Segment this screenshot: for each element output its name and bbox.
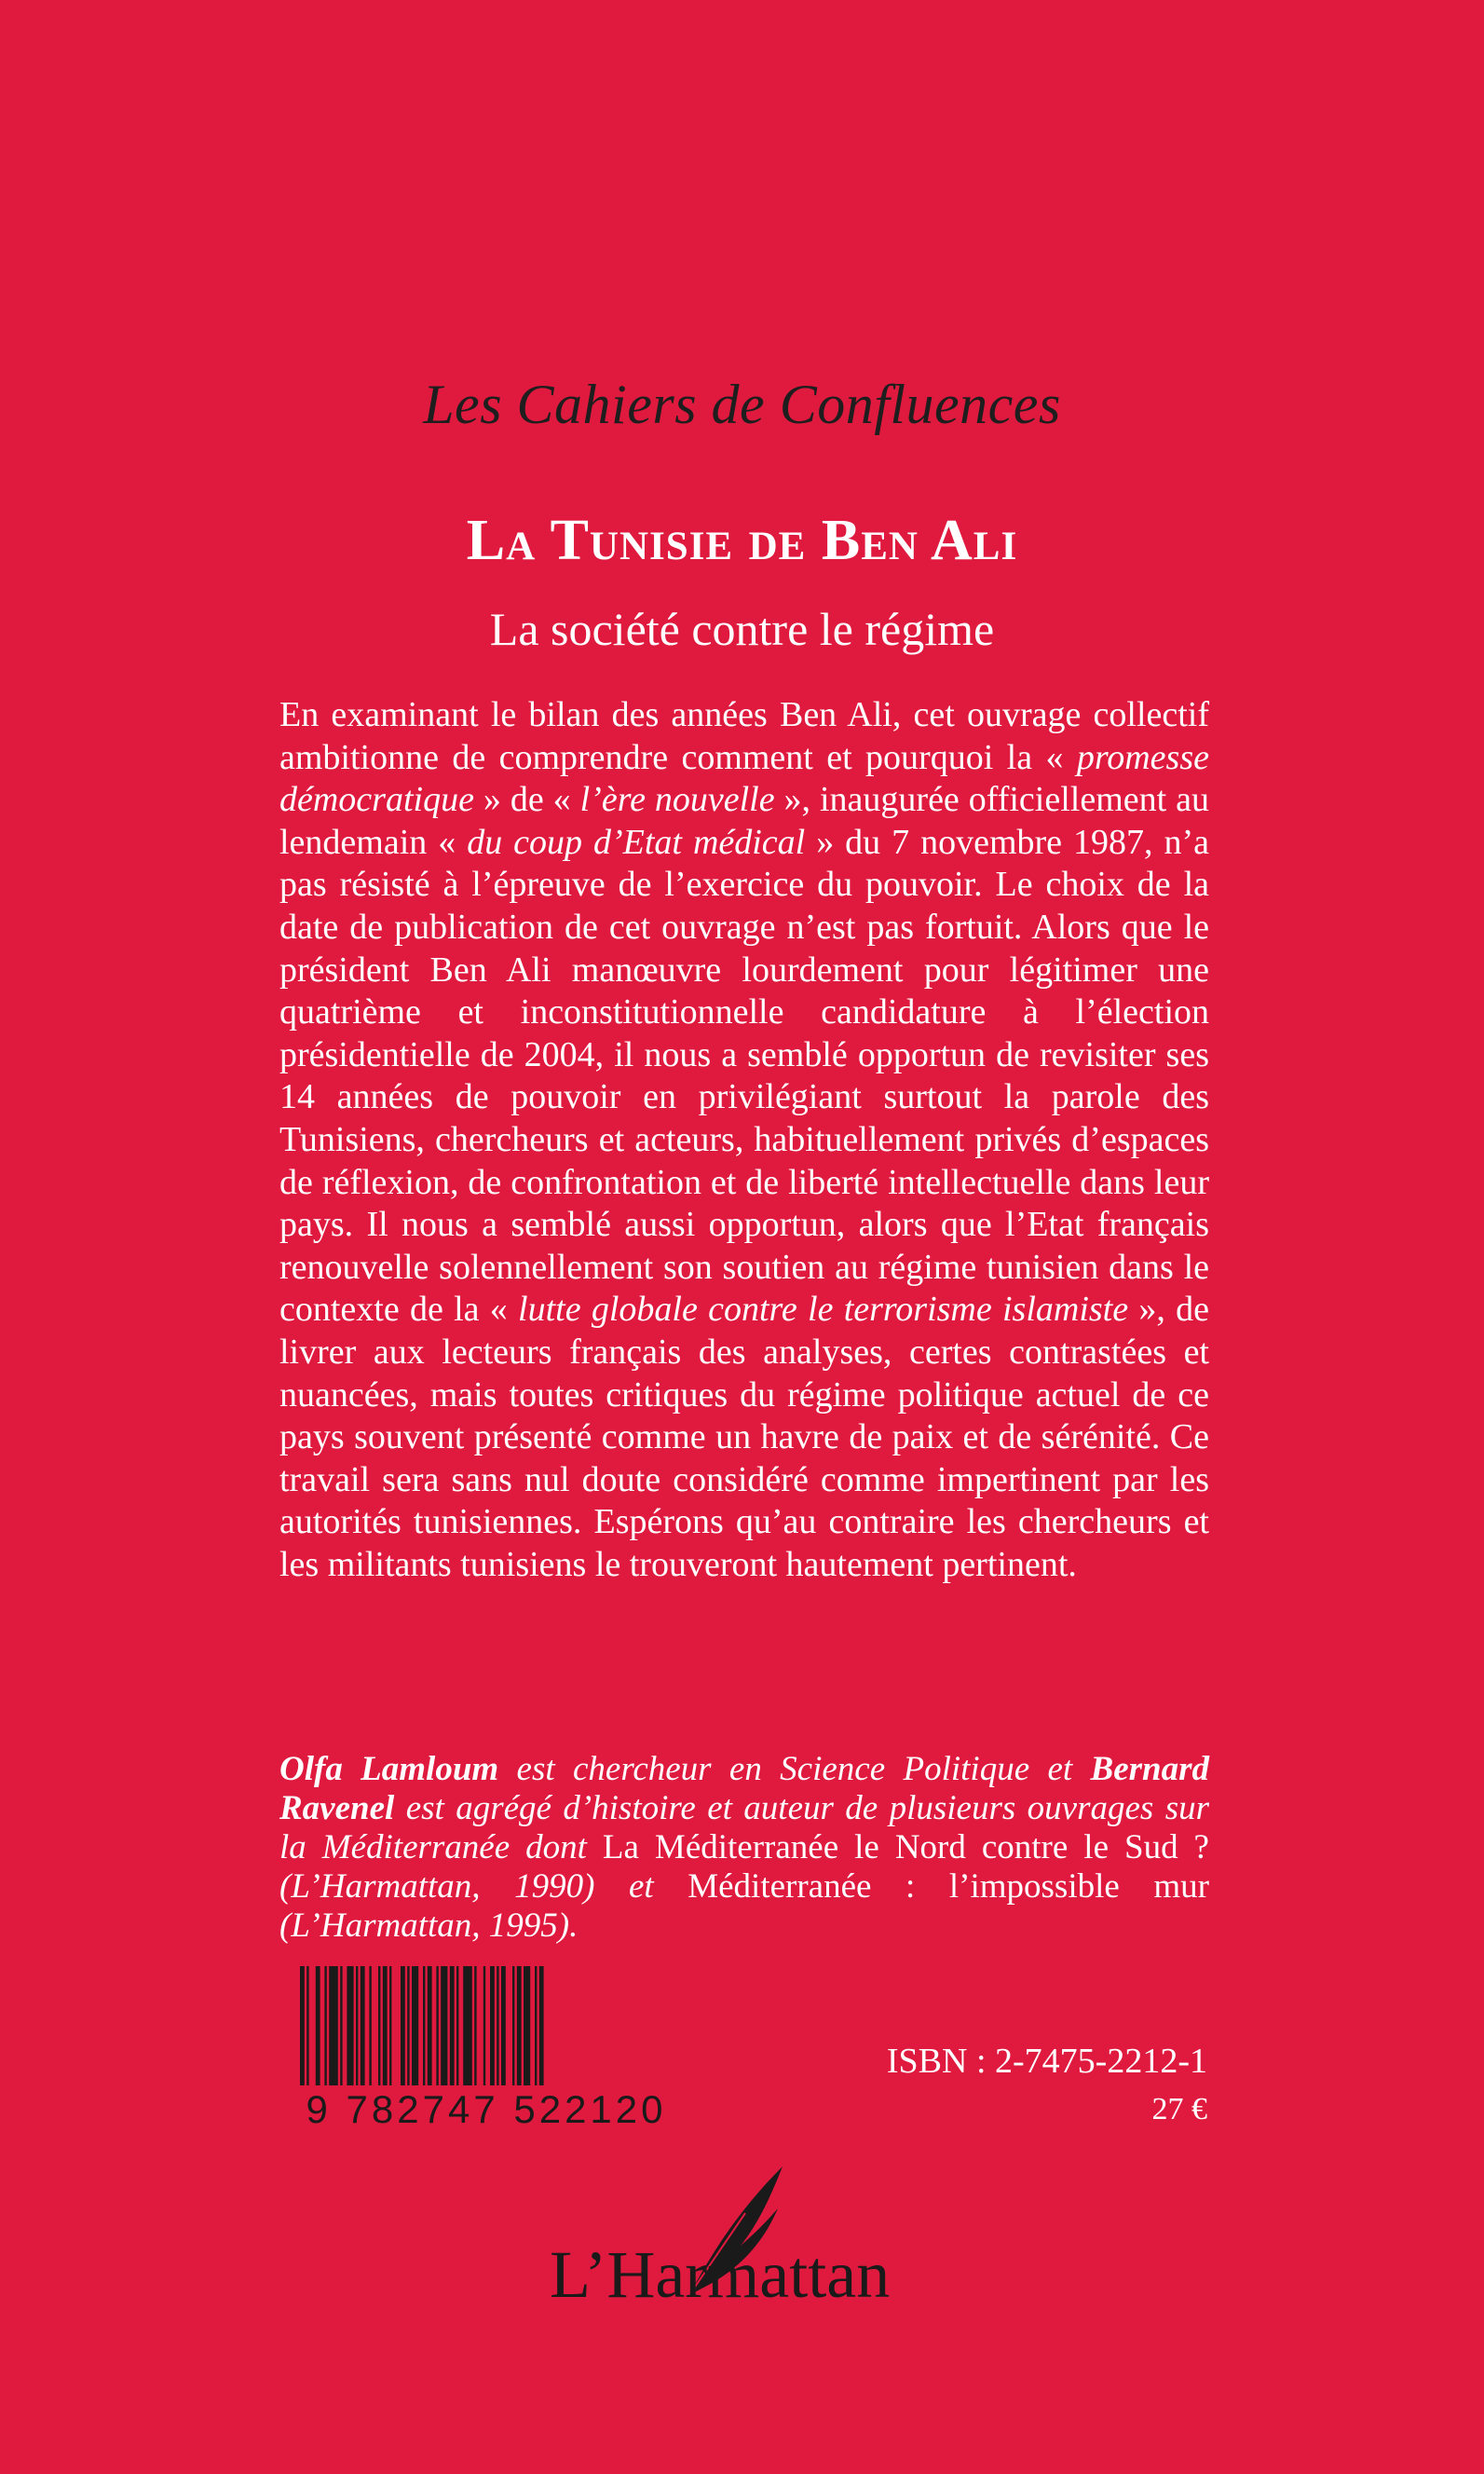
book-reference-1: La Méditerranée le Nord contre le Sud ? [602, 1828, 1209, 1866]
barcode-graphic [272, 1964, 701, 2128]
summary-paragraph [279, 694, 1209, 1586]
barcode-bar [389, 1966, 391, 2085]
barcode-bar [490, 1966, 495, 2085]
summary-quote: l’ère nouvelle [579, 780, 775, 820]
barcode-bar [456, 1966, 458, 2085]
barcode-bar [361, 1966, 365, 2085]
summary-run: », de livrer aux lecteurs français des analyses, certes contrastées et nuancées, mais toutes critiques du régime politique actuel de ce pays souvent présenté comme un havre de paix et de sérénité. Ce travail sera sans nul doute considéré comme impertinent par les autorités tunisiennes. Espérons qu’au contraire les chercheurs et les militants tunisiens le trouveront hautement pertinent. [279, 1290, 1209, 1584]
barcode-bars [300, 1966, 544, 2085]
author-paragraph [279, 1750, 1209, 1946]
author-bio-run: (L’Harmattan, 1995). [279, 1907, 579, 1945]
series-title: Les Cahiers de Confluences [423, 374, 1061, 435]
barcode-bar [329, 1966, 338, 2085]
barcode-bar [407, 1966, 409, 2085]
barcode-bar [441, 1966, 447, 2085]
summary-quote: lutte globale contre le terrorisme islamiste [518, 1290, 1129, 1330]
barcode [272, 1964, 701, 2128]
barcode-bar [524, 1966, 530, 2085]
summary-run: En examinant le bilan des années Ben Ali, cet ouvrage collectif ambitionne de comprendre comment et pourquoi la « [279, 695, 1209, 777]
barcode-bar [497, 1966, 498, 2085]
barcode-bar [412, 1966, 418, 2085]
barcode-bar [300, 1966, 305, 2085]
author-name-1: Olfa Lamloum [279, 1750, 499, 1788]
barcode-bar [535, 1966, 537, 2085]
barcode-bar [450, 1966, 455, 2085]
barcode-bar [324, 1966, 326, 2085]
summary-run: » de « [473, 780, 580, 820]
barcode-bar [356, 1966, 358, 2085]
author-bio [279, 1750, 1209, 1946]
publisher-name: L’Harmattan [550, 2237, 891, 2312]
barcode-bar [474, 1966, 476, 2085]
barcode-bar [306, 1966, 308, 2085]
barcode-bar [436, 1966, 438, 2085]
book-subtitle: La société contre le régime [489, 603, 995, 655]
author-bio-run: (L’Harmattan, 1990) et [279, 1867, 688, 1906]
barcode-bar [378, 1966, 380, 2085]
barcode-bar [383, 1966, 388, 2085]
author-bio-run: est agrégé d’histoire et auteur de plusieurs ouvrages sur la Méditerranée dont [279, 1789, 1209, 1866]
summary-quote: du coup d’Etat médical [467, 822, 806, 862]
barcode-bar [463, 1966, 472, 2085]
summary-text [279, 694, 1209, 1586]
barcode-bar [369, 1966, 371, 2085]
author-bio-run: est chercheur en Science Politique et [498, 1750, 1091, 1788]
barcode-bar [423, 1966, 425, 2085]
barcode-bar [316, 1966, 320, 2085]
barcode-bar [428, 1966, 432, 2085]
summary-quote: promesse démocratique [279, 737, 1209, 820]
quill-icon [550, 2157, 941, 2316]
barcode-bar [539, 1966, 544, 2085]
barcode-bar [401, 1966, 405, 2085]
barcode-bar [501, 1966, 506, 2085]
summary-run: », inaugurée officiellement au lendemain « [279, 780, 1209, 862]
barcode-bar [483, 1966, 485, 2085]
barcode-bar [347, 1966, 353, 2085]
barcode-digits: 9 782747 522120 [306, 2087, 667, 2128]
isbn: ISBN : 2-7475-2212-1 [886, 2042, 1207, 2081]
book-reference-2: Méditerranée : l’impossible mur [688, 1867, 1209, 1906]
publisher-logo [550, 2157, 941, 2316]
summary-run: » du 7 novembre 1987, n’a pas résisté à l’épreuve de l’exercice du pouvoir. Le choix de la date de publication de cet ouvrage n’est pas fortuit. Alors que le président Ben Ali manœuvre lourdement pour légitimer une quatrième et inconstitutionnelle candidature à l’élection présidentielle de 2004, il nous a semblé opportun de revisiter ses 14 années de pouvoir en privilégiant surtout la parole des Tunisiens, chercheurs et acteurs, habituellement privés d’espaces de réflexion, de confrontation et de liberté intellectuelle dans leur pays. Il nous a semblé aussi opportun, alors que l’Etat français renouvelle solennellement son soutien au régime tunisien dans le contexte de la « [279, 822, 1209, 1330]
barcode-bar [340, 1966, 342, 2085]
price: 27 € [1151, 2092, 1207, 2126]
barcode-bar [517, 1966, 522, 2085]
author-name-2: Bernard Ravenel [279, 1750, 1210, 1827]
book-title: La Tunisie de Ben Ali [466, 509, 1018, 572]
barcode-bar [512, 1966, 514, 2085]
